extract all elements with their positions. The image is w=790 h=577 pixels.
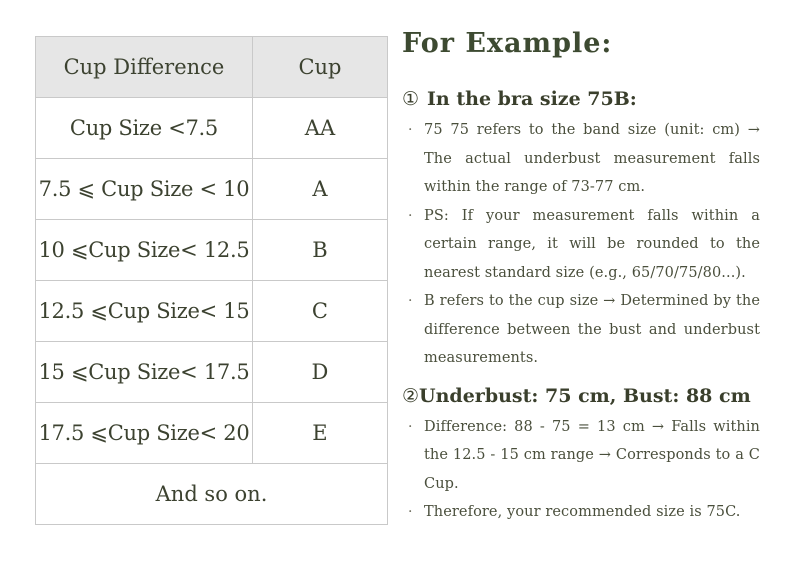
section2-points [400,413,760,527]
cup-difference-cell: 7.5 ⩽ Cup Size < 10 [36,159,253,220]
list-item [400,202,760,288]
bullet-icon: · [408,122,413,138]
bullet-icon: · [408,504,413,520]
cup-cell: AA [252,98,387,159]
cup-cell: E [252,403,387,464]
cup-size-table [35,36,388,525]
cup-difference-cell: 17.5 ⩽Cup Size< 20 [36,403,253,464]
cup-difference-cell: Cup Size <7.5 [36,98,253,159]
point-text: 75 75 refers to the band size (unit: cm) → The actual underbust measurement falls within the range of 73-77 cm. [424,122,760,195]
bullet-icon: · [408,418,413,435]
header-cup: Cup [252,37,387,98]
table-footer-row [36,464,388,525]
table-row [36,403,388,464]
cup-difference-cell: 12.5 ⩽Cup Size< 15 [36,281,253,342]
section2-title-text: Underbust: 75 cm, Bust: 88 cm [419,384,751,407]
cup-difference-cell: 10 ⩽Cup Size< 12.5 [36,220,253,281]
table-row [36,220,388,281]
example-heading: For Example: [402,28,613,59]
point-text: Therefore, your recommended size is 75C. [424,504,741,520]
example-panel [400,26,760,527]
table-footer: And so on. [36,464,388,525]
section1-title [402,86,760,112]
cup-cell: D [252,342,387,403]
list-item [400,116,760,202]
section1-points [400,116,760,373]
table-row [36,159,388,220]
cup-cell: A [252,159,387,220]
point-text: PS: If your measurement falls within a certain range, it will be rounded to the nearest standard size (e.g., 65/70/75/80...). [424,207,760,281]
table-row [36,342,388,403]
section1-title-text: In the bra size 75B: [427,88,637,110]
point-text: Difference: 88 - 75 = 13 cm → Falls within the 12.5 - 15 cm range → Corresponds to a C Cup. [424,418,760,492]
table-header-row [36,37,388,98]
cup-cell: C [252,281,387,342]
bullet-icon: · [408,293,413,309]
circled-one-marker: ① [402,88,420,110]
list-item [400,498,760,527]
header-cup-difference: Cup Difference [36,37,253,98]
section2-title [402,383,760,409]
table-row [36,281,388,342]
point-text: B refers to the cup size → Determined by the difference between the bust and underbust measurements. [424,293,760,366]
cup-cell: B [252,220,387,281]
bullet-icon: · [408,207,413,224]
table-row [36,98,388,159]
list-item [400,413,760,499]
list-item [400,287,760,373]
cup-difference-cell: 15 ⩽Cup Size< 17.5 [36,342,253,403]
circled-two-marker: ② [402,384,420,407]
